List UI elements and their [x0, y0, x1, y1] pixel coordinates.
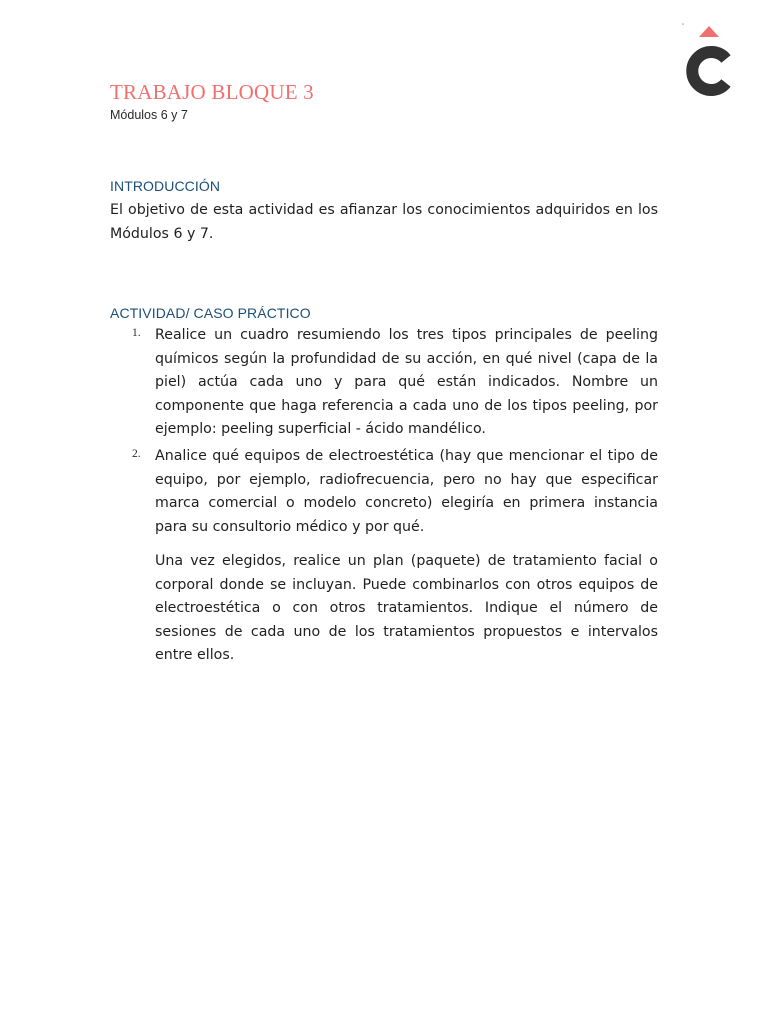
introduction-heading: INTRODUCCIÓN [110, 178, 221, 194]
introduction-text: El objetivo de esta actividad es afianzar los conocimientos adquiridos en los Módulos 6 y 7. [110, 202, 658, 242]
brand-c-logo-icon [680, 20, 736, 98]
list-item-text: Analice qué equipos de electroestética (hay que mencionar el tipo de equipo, por ejemplo, radiofrecuencia, pero no hay que especificar marca comercial o modelo concreto) elegiría en primera instancia para su consultorio médico y por qué. [155, 448, 658, 535]
activity-heading: ACTIVIDAD/ CASO PRÁCTICO [110, 305, 311, 321]
list-item-paragraph: Una vez elegidos, realice un plan (paquete) de tratamiento facial o corporal donde se incluyan. Puede combinarlos con otros equipos de electroestética o con otros tratamientos. Indique el número de sesiones de cada uno de los tratamientos propuestos e intervalos entre ellos. [155, 553, 658, 663]
list-item-text: Realice un cuadro resumiendo los tres tipos principales de peeling químicos según la profundidad de su acción, en qué nivel (capa de la piel) actúa cada uno y para qué están indicados. Nombre un componente que haga referencia a cada uno de los tipos peeling, por ejemplo: peeling superficial - ácido mandélico. [155, 327, 658, 437]
list-item-number: 2. [132, 448, 141, 460]
document-subtitle: Módulos 6 y 7 [110, 108, 188, 122]
document-title: TRABAJO BLOQUE 3 [110, 80, 314, 104]
list-item-number: 1. [132, 327, 141, 339]
